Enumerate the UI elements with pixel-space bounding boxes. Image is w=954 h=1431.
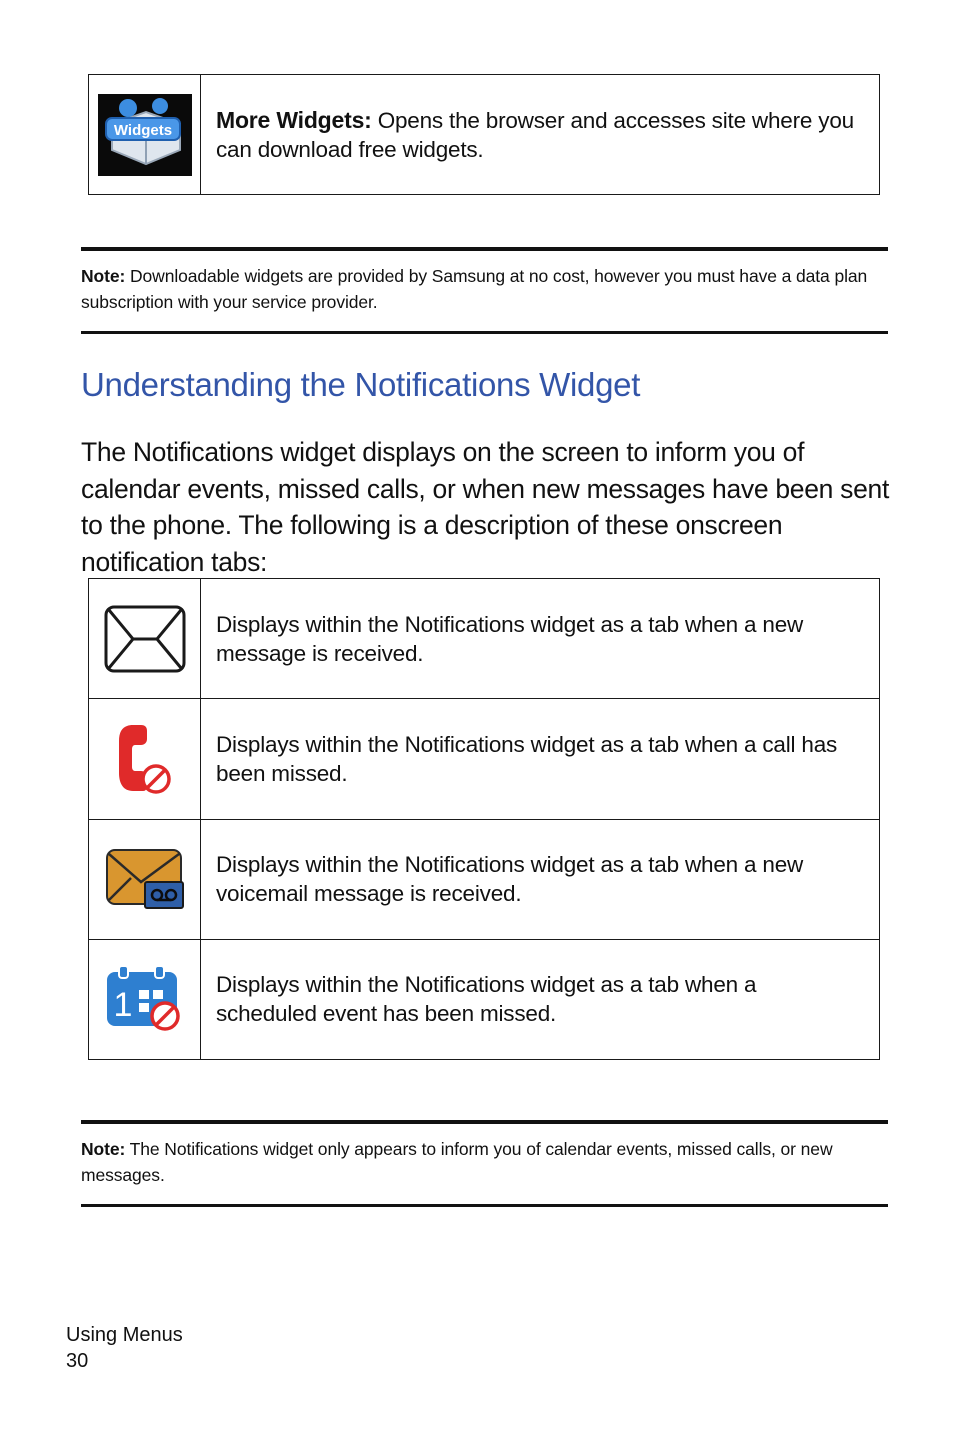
table-row: [89, 699, 880, 819]
table-row: [89, 579, 880, 699]
widgets-table: [88, 74, 880, 195]
more-widgets-term: More Widgets:: [216, 106, 372, 133]
missed-call-icon: [89, 721, 200, 797]
table-row: [89, 75, 880, 195]
icon-cell: [89, 75, 201, 195]
icon-cell: [89, 579, 201, 699]
more-widgets-description: Opens the browser and accesses site where you can download free widgets.: [216, 107, 854, 162]
missed-event-description: Displays within the Notifications widget as a tab when a scheduled event has been missed.: [201, 939, 880, 1059]
missed-call-description: Displays within the Notifications widget as a tab when a call has been missed.: [201, 699, 880, 819]
icon-cell: [89, 939, 201, 1059]
page-footer: [66, 1322, 183, 1374]
envelope-icon: [89, 604, 200, 674]
new-message-description: Displays within the Notifications widget as a tab when a new message is received.: [201, 579, 880, 699]
note-label: Note:: [81, 266, 126, 286]
footer-section-name: Using Menus: [66, 1324, 183, 1346]
section-heading: Understanding the Notifications Widget: [81, 366, 641, 403]
note-text: The Notifications widget only appears to inform you of calendar events, missed calls, or new messages.: [81, 1139, 833, 1185]
widgets-puzzle-icon: [89, 94, 200, 176]
calendar-day-number: 1: [113, 986, 132, 1025]
note-text: Downloadable widgets are provided by Samsung at no cost, however you must have a data plan subscription with your service provider.: [81, 266, 868, 312]
icon-cell: [89, 819, 201, 939]
note-box: [81, 247, 888, 334]
widgets-icon-text: Widgets: [113, 121, 172, 139]
widgets-description-cell: [201, 75, 880, 195]
new-voicemail-description: Displays within the Notifications widget as a tab when a new voicemail message is received.: [201, 819, 880, 939]
missed-event-calendar-icon: [89, 966, 200, 1032]
note-box: [81, 1120, 888, 1207]
icon-cell: [89, 699, 201, 819]
note-label: Note:: [81, 1139, 126, 1159]
table-row: [89, 819, 880, 939]
notification-tabs-table: [88, 578, 880, 1060]
voicemail-icon: [89, 848, 200, 910]
table-row: [89, 939, 880, 1059]
page-number: 30: [66, 1350, 89, 1372]
intro-paragraph: The Notifications widget displays on the screen to inform you of calendar events, missed calls, or when new messages have been sent to the phone. The following is a description of these onscreen notification tabs:: [81, 437, 890, 577]
